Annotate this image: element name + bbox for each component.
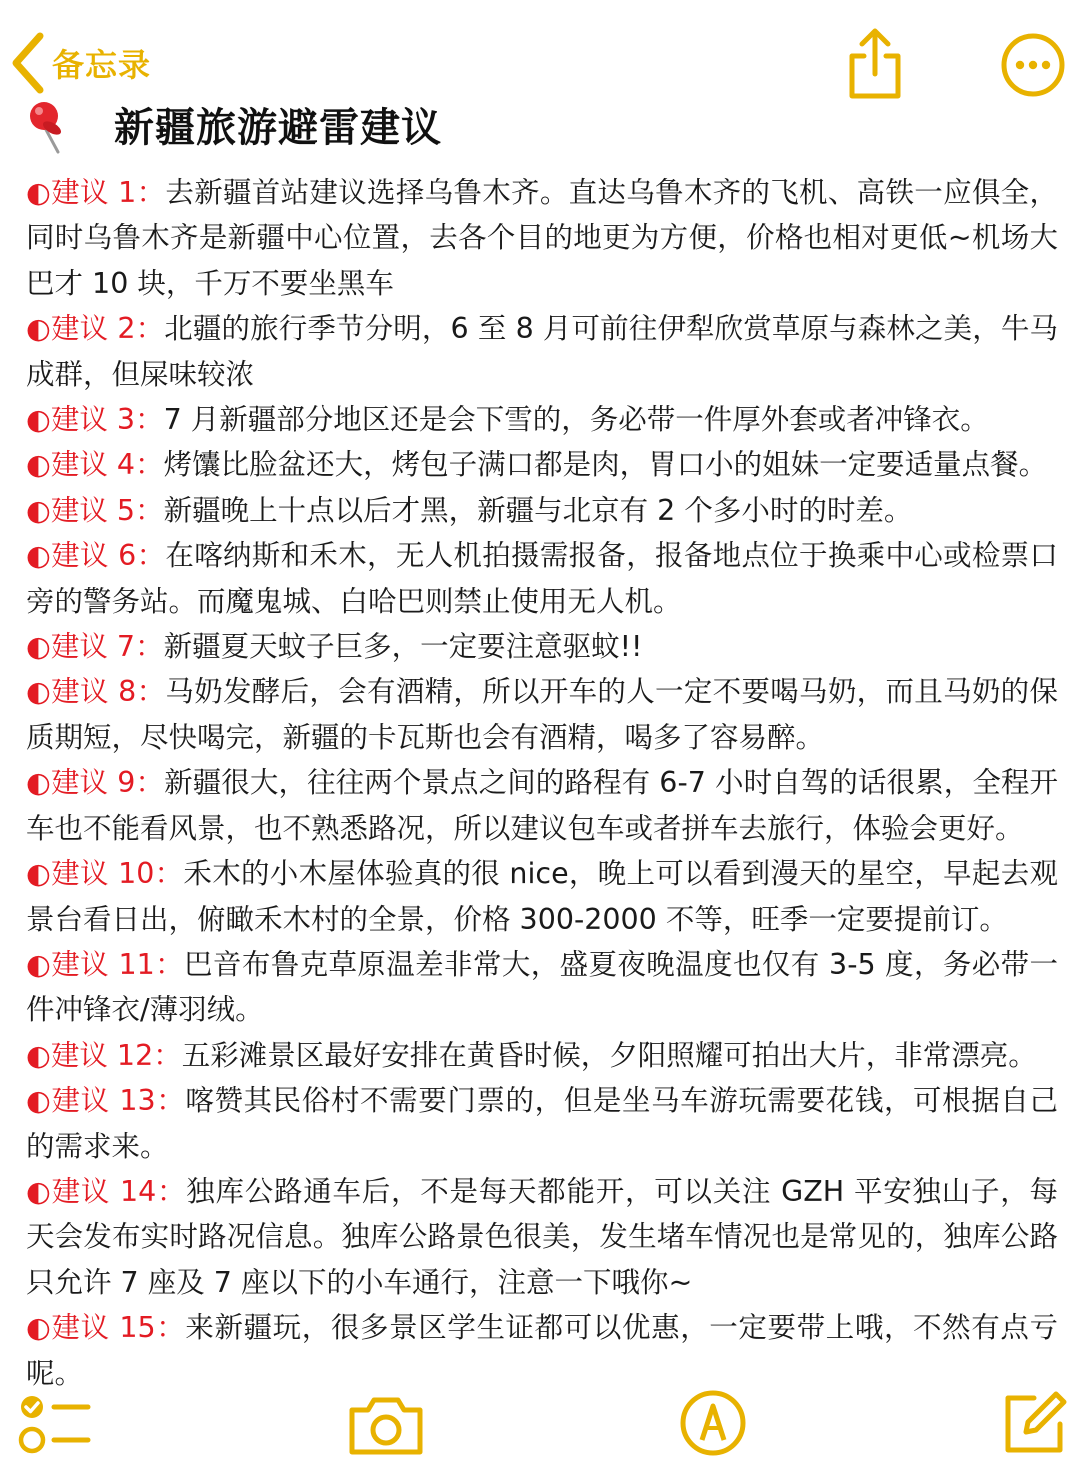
chevron-left-icon	[10, 32, 46, 94]
tip-marker: ◐	[26, 630, 51, 664]
tip-label: 建议 7：	[50, 630, 164, 664]
tip-label: 建议 14：	[51, 1174, 187, 1208]
tip-text: 巴音布鲁克草原温差非常大，盛夏夜晚温度也仅有 3-5 度，务必带一件冲锋衣/薄羽绒。	[26, 947, 1059, 1027]
tip-text: 来新疆玩，很多景区学生证都可以优惠，一定要带上哦，不然有点亏呢。	[26, 1311, 1058, 1390]
tip-label: 建议 13：	[51, 1084, 186, 1118]
tip-marker: ◐	[26, 403, 51, 437]
tip-label: 建议 9：	[50, 766, 165, 800]
tip-marker: ◐	[26, 1038, 51, 1072]
tip-marker: ◐	[26, 947, 52, 981]
compose-icon[interactable]	[1000, 1388, 1070, 1462]
tip-text: 7 月新疆部分地区还是会下雪的，务必带一件厚外套或者冲锋衣。	[163, 403, 989, 437]
tip-text: 去新疆首站建议选择乌鲁木齐。直达乌鲁木齐的飞机、高铁一应俱全，同时乌鲁木齐是新疆中心位置，去各个目的地更为方便，价格也相对更低~机场大巴才 10 块，千万不要坐黑车	[26, 176, 1058, 300]
tip-item	[26, 533, 1058, 624]
tip-label: 建议 8：	[51, 675, 166, 709]
markup-pen-icon[interactable]	[678, 1388, 748, 1462]
tip-label: 建议 10：	[51, 857, 184, 891]
tip-item	[26, 306, 1058, 397]
tip-item	[26, 942, 1058, 1033]
tip-item	[26, 1305, 1058, 1396]
top-bar	[0, 0, 1080, 100]
tip-item	[26, 624, 1058, 669]
more-options-button[interactable]	[1000, 32, 1066, 98]
tip-item	[26, 170, 1058, 306]
back-button[interactable]	[10, 30, 151, 96]
tip-marker: ◐	[26, 1174, 52, 1208]
tip-item	[26, 1033, 1058, 1078]
tip-marker: ◐	[26, 675, 52, 709]
tip-item	[26, 442, 1058, 487]
tip-text: 喀赞其民俗村不需要门票的，但是坐马车游玩需要花钱，可根据自己的需求来。	[26, 1084, 1058, 1163]
tip-item	[26, 1169, 1058, 1305]
note-title-row	[0, 96, 1080, 166]
pushpin-icon	[24, 96, 74, 156]
tip-item	[26, 760, 1058, 851]
tip-marker: ◐	[26, 1084, 52, 1118]
tip-text: 新疆很大，往往两个景点之间的路程有 6-7 小时自驾的话很累，全程开车也不能看风景，也不熟悉路况，所以建议包车或者拼车去旅行，体验会更好。	[26, 766, 1059, 845]
tip-marker: ◐	[26, 176, 52, 209]
tip-marker: ◐	[26, 766, 51, 800]
note-title: 新疆旅游避雷建议	[114, 105, 442, 151]
tip-label: 建议 11：	[51, 947, 185, 981]
tip-marker: ◐	[26, 857, 52, 891]
tip-item	[26, 397, 1058, 442]
tip-marker: ◐	[26, 312, 51, 346]
tip-marker: ◐	[26, 539, 52, 573]
tip-marker: ◐	[26, 1311, 52, 1345]
tip-text: 在喀纳斯和禾木，无人机拍摄需报备，报备地点位于换乘中心或检票口旁的警务站。而魔鬼城、白哈巴则禁止使用无人机。	[26, 539, 1058, 618]
note-body[interactable]	[26, 170, 1058, 1396]
tip-item	[26, 851, 1058, 942]
tip-label: 建议 15：	[51, 1311, 186, 1345]
bottom-toolbar	[0, 1388, 1080, 1466]
tip-label: 建议 12：	[50, 1038, 182, 1072]
tip-label: 建议 4：	[50, 448, 164, 482]
tip-text: 独库公路通车后，不是每天都能开，可以关注 GZH 平安独山子，每天会发布实时路况信息。独库公路景色很美，发生堵车情况也是常见的，独库公路只允许 7 座及 7 座以下的小车通行，注意一下哦你~	[26, 1174, 1058, 1299]
tip-text: 新疆晚上十点以后才黑，新疆与北京有 2 个多小时的时差。	[163, 493, 913, 527]
tip-text: 马奶发酵后，会有酒精，所以开车的人一定不要喝马奶，而且马奶的保质期短，尽快喝完，新疆的卡瓦斯也会有酒精，喝多了容易醉。	[26, 675, 1058, 754]
tip-text: 烤馕比脸盆还大，烤包子满口都是肉，胃口小的姐妹一定要适量点餐。	[163, 448, 1048, 482]
tip-item	[26, 669, 1058, 760]
tip-item	[26, 488, 1058, 533]
back-label: 备忘录	[52, 46, 152, 84]
tip-label: 建议 2：	[51, 312, 165, 346]
share-button[interactable]	[842, 26, 908, 100]
tip-text: 五彩滩景区最好安排在黄昏时候，夕阳照耀可拍出大片，非常漂亮。	[181, 1038, 1037, 1072]
checklist-icon[interactable]	[18, 1392, 92, 1462]
tip-text: 北疆的旅行季节分明，6 至 8 月可前往伊犁欣赏草原与森林之美，牛马成群，但屎味较浓	[26, 312, 1058, 391]
tip-marker: ◐	[26, 448, 51, 482]
tip-label: 建议 5：	[50, 493, 164, 527]
tip-text: 禾木的小木屋体验真的很 nice，晚上可以看到漫天的星空，早起去观景台看日出，俯瞰禾木村的全景，价格 300-2000 不等，旺季一定要提前订。	[26, 857, 1058, 936]
tip-label: 建议 3：	[50, 403, 164, 437]
tip-label: 建议 6：	[51, 539, 166, 573]
tip-marker: ◐	[26, 493, 51, 527]
tip-label: 建议 1：	[51, 176, 166, 209]
camera-icon[interactable]	[346, 1392, 426, 1462]
tip-text: 新疆夏天蚊子巨多，一定要注意驱蚊!!	[163, 630, 643, 664]
tip-item	[26, 1078, 1058, 1169]
